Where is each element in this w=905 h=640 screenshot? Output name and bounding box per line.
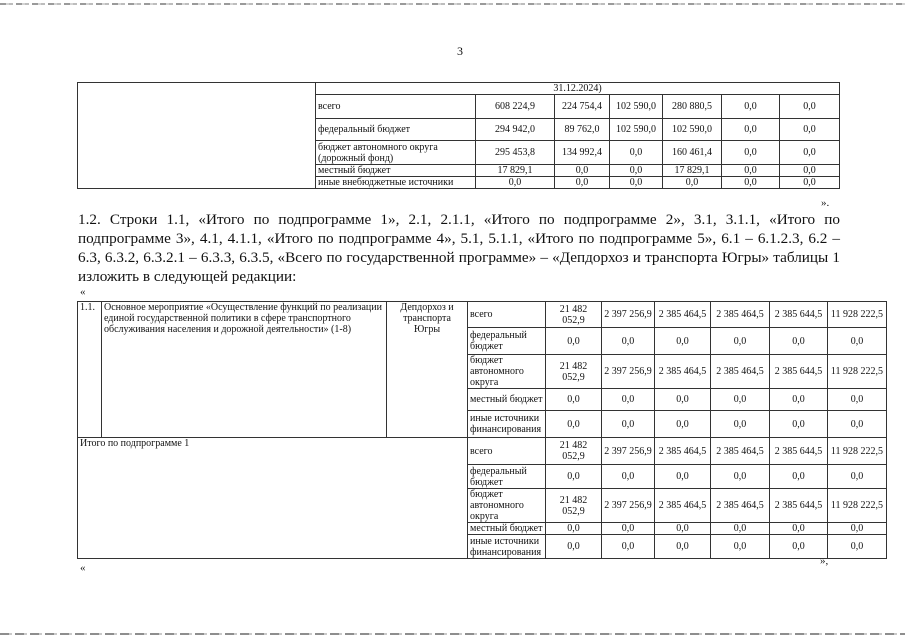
value-cell: 2 385 464,5	[711, 438, 770, 465]
value-cell: 0,0	[722, 165, 780, 177]
activity-name-cell: Основное мероприятие «Осуществление функций по реализации единой государственной политики в сфере транспортного обслуживания населения и дорожной деятельности» (1-8)	[102, 302, 387, 438]
value-cell: 2 397 256,9	[602, 489, 655, 523]
value-cell: 0,0	[828, 411, 887, 438]
value-cell: 2 385 464,5	[655, 438, 711, 465]
value-cell: 0,0	[602, 411, 655, 438]
value-cell: 0,0	[546, 411, 602, 438]
value-cell: 0,0	[780, 119, 840, 141]
value-cell: 21 482 052,9	[546, 302, 602, 328]
value-cell: 0,0	[602, 535, 655, 559]
blank-cell	[78, 83, 316, 189]
scan-edge-top	[0, 3, 905, 5]
funding-source-cell: федеральный бюджет	[468, 328, 546, 355]
value-cell: 0,0	[770, 523, 828, 535]
value-cell: 0,0	[546, 465, 602, 489]
value-cell: 0,0	[655, 535, 711, 559]
value-cell: 102 590,0	[610, 119, 663, 141]
value-cell: 0,0	[780, 95, 840, 119]
funding-source-cell: иные источники финансирования	[468, 535, 546, 559]
value-cell: 0,0	[610, 177, 663, 189]
funding-source-cell: местный бюджет	[316, 165, 476, 177]
funding-source-cell: бюджет автономного округа	[468, 489, 546, 523]
value-cell: 0,0	[828, 465, 887, 489]
value-cell: 102 590,0	[663, 119, 722, 141]
value-cell: 2 397 256,9	[602, 438, 655, 465]
value-cell: 17 829,1	[476, 165, 555, 177]
value-cell: 0,0	[602, 523, 655, 535]
funding-source-cell: федеральный бюджет	[468, 465, 546, 489]
opening-quote-2: «	[80, 562, 86, 574]
opening-quote: «	[80, 286, 86, 298]
executor-cell: Депдорхоз и транспорта Югры	[387, 302, 468, 438]
value-cell: 0,0	[602, 389, 655, 411]
value-cell: 0,0	[828, 328, 887, 355]
value-cell: 0,0	[722, 177, 780, 189]
table1-body	[78, 83, 840, 189]
value-cell: 2 385 464,5	[655, 355, 711, 389]
value-cell: 160 461,4	[663, 141, 722, 165]
value-cell: 0,0	[828, 523, 887, 535]
value-cell: 0,0	[655, 328, 711, 355]
value-cell: 0,0	[722, 95, 780, 119]
table-row	[78, 438, 887, 465]
value-cell: 0,0	[770, 389, 828, 411]
value-cell: 280 880,5	[663, 95, 722, 119]
funding-source-cell: иные внебюджетные источники	[316, 177, 476, 189]
scan-edge-bottom	[0, 633, 905, 635]
value-cell: 134 992,4	[555, 141, 610, 165]
value-cell: 102 590,0	[610, 95, 663, 119]
value-cell: 0,0	[546, 523, 602, 535]
value-cell: 224 754,4	[555, 95, 610, 119]
value-cell: 294 942,0	[476, 119, 555, 141]
funding-source-cell: всего	[316, 95, 476, 119]
value-cell: 2 385 644,5	[770, 489, 828, 523]
value-cell: 17 829,1	[663, 165, 722, 177]
value-cell: 0,0	[602, 465, 655, 489]
funding-source-cell: всего	[468, 302, 546, 328]
value-cell: 0,0	[655, 411, 711, 438]
value-cell: 2 385 464,5	[655, 302, 711, 328]
value-cell: 0,0	[546, 328, 602, 355]
value-cell: 0,0	[770, 411, 828, 438]
value-cell: 2 397 256,9	[602, 355, 655, 389]
value-cell: 2 385 644,5	[770, 355, 828, 389]
value-cell: 0,0	[770, 535, 828, 559]
amendment-paragraph: 1.2. Строки 1.1, «Итого по подпрограмме 1», 2.1, 2.1.1, «Итого по подпрограмме 2», 3.1, 3.1.1, «Итого по подпрограмме 3», 4.1, 4.1.1, «Итого по подпрограмме 4», 5.1, 5.1.1, «Итого по подпрограмме 5», 6.1 – 6.1.2.3, 6.2 – 6.3, 6.3.2, 6.3.2.1 – 6.3.3, 6.3.5, «Всего по государственной программе» – «Депдорхоз и транспорта Югры» таблицы 1 изложить в следующей редакции:	[78, 211, 840, 285]
value-cell: 608 224,9	[476, 95, 555, 119]
value-cell: 0,0	[663, 177, 722, 189]
funding-source-cell: местный бюджет	[468, 523, 546, 535]
value-cell: 0,0	[780, 165, 840, 177]
value-cell: 0,0	[655, 523, 711, 535]
table2-body	[78, 302, 887, 559]
funding-source-cell: всего	[468, 438, 546, 465]
value-cell: 0,0	[711, 389, 770, 411]
value-cell: 2 385 644,5	[770, 438, 828, 465]
value-cell: 2 385 464,5	[655, 489, 711, 523]
value-cell: 0,0	[711, 465, 770, 489]
value-cell: 0,0	[546, 389, 602, 411]
value-cell: 21 482 052,9	[546, 489, 602, 523]
funding-source-cell: бюджет автономного округа (дорожный фонд)	[316, 141, 476, 165]
value-cell: 0,0	[780, 177, 840, 189]
value-cell: 0,0	[711, 535, 770, 559]
value-cell: 0,0	[828, 389, 887, 411]
table-row	[78, 302, 887, 328]
value-cell: 0,0	[610, 141, 663, 165]
closing-quote: ».	[821, 197, 830, 209]
value-cell: 0,0	[655, 465, 711, 489]
value-cell: 0,0	[602, 328, 655, 355]
value-cell: 0,0	[722, 119, 780, 141]
value-cell: 0,0	[555, 165, 610, 177]
value-cell: 11 928 222,5	[828, 438, 887, 465]
funding-source-cell: бюджет автономного округа	[468, 355, 546, 389]
value-cell: 11 928 222,5	[828, 489, 887, 523]
value-cell: 2 397 256,9	[602, 302, 655, 328]
funding-source-cell: иные источники финансирования	[468, 411, 546, 438]
value-cell: 0,0	[555, 177, 610, 189]
value-cell: 0,0	[722, 141, 780, 165]
page-number: 3	[457, 44, 463, 58]
table-amended	[77, 301, 887, 559]
value-cell: 0,0	[711, 328, 770, 355]
value-cell: 21 482 052,9	[546, 438, 602, 465]
closing-quote-2: »,	[820, 555, 829, 567]
value-cell: 0,0	[711, 523, 770, 535]
value-cell: 0,0	[780, 141, 840, 165]
funding-source-cell: федеральный бюджет	[316, 119, 476, 141]
value-cell: 295 453,8	[476, 141, 555, 165]
value-cell: 2 385 464,5	[711, 489, 770, 523]
value-cell: 89 762,0	[555, 119, 610, 141]
subtotal-label-cell: Итого по подпрограмме 1	[78, 438, 468, 559]
value-cell: 2 385 644,5	[770, 302, 828, 328]
value-cell: 0,0	[655, 389, 711, 411]
value-cell: 21 482 052,9	[546, 355, 602, 389]
period-cell: 31.12.2024)	[316, 83, 840, 95]
value-cell: 11 928 222,5	[828, 302, 887, 328]
row-number-cell: 1.1.	[78, 302, 102, 438]
funding-source-cell: местный бюджет	[468, 389, 546, 411]
table-continuation	[77, 82, 840, 189]
value-cell: 0,0	[476, 177, 555, 189]
value-cell: 0,0	[610, 165, 663, 177]
value-cell: 0,0	[546, 535, 602, 559]
value-cell: 2 385 464,5	[711, 302, 770, 328]
value-cell: 0,0	[711, 411, 770, 438]
value-cell: 0,0	[770, 328, 828, 355]
value-cell: 0,0	[828, 535, 887, 559]
value-cell: 11 928 222,5	[828, 355, 887, 389]
value-cell: 0,0	[770, 465, 828, 489]
value-cell: 2 385 464,5	[711, 355, 770, 389]
